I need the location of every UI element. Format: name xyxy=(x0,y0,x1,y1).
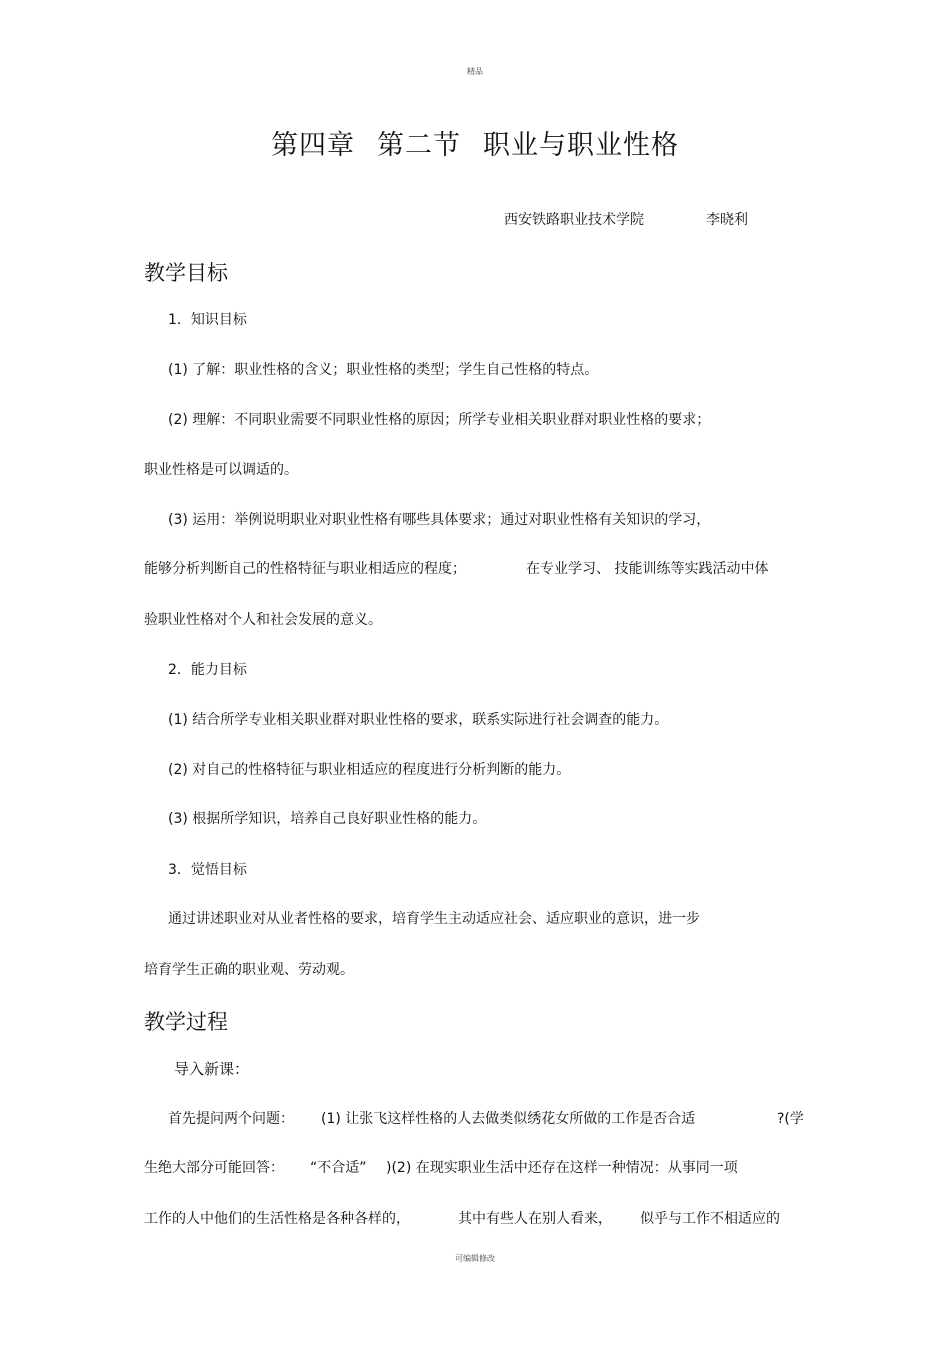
knowledge-item-3-cont-a: 能够分析判断自己的性格特征与职业相适应的程度； xyxy=(144,561,466,577)
process-line-3a: 工作的人中他们的生活性格是各种各样的， xyxy=(144,1211,410,1227)
awareness-paragraph: 通过讲述职业对从业者性格的要求，培育学生主动适应社会、适应职业的意识，进一步 xyxy=(168,911,700,927)
awareness-heading: 3．觉悟目标 xyxy=(168,862,247,878)
ability-item-1: (1) 结合所学专业相关职业群对职业性格的要求，联系实际进行社会调查的能力。 xyxy=(168,712,669,728)
author-name: 李晓利 xyxy=(706,212,748,228)
knowledge-item-1: (1) 了解：职业性格的含义；职业性格的类型；学生自己性格的特点。 xyxy=(168,362,599,378)
title-name: 职业与职业性格 xyxy=(483,130,679,161)
author-institution: 西安铁路职业技术学院 xyxy=(504,212,644,228)
ability-item-2: (2) 对自己的性格特征与职业相适应的程度进行分析判断的能力。 xyxy=(168,762,571,778)
process-line-1a: 首先提问两个问题： xyxy=(168,1111,294,1127)
document-title xyxy=(0,123,950,162)
awareness-paragraph-cont: 培育学生正确的职业观、劳动观。 xyxy=(144,962,354,978)
knowledge-item-3-cont-b: 在专业学习、 技能训练等实践活动中体 xyxy=(526,561,769,577)
ability-heading: 2．能力目标 xyxy=(168,662,247,678)
process-line-1c: ?(学 xyxy=(777,1111,804,1127)
title-chapter: 第四章 xyxy=(271,130,355,161)
process-line-3b: 其中有些人在别人看来， xyxy=(458,1211,612,1227)
page-footer: 可编辑修改 xyxy=(455,1254,495,1263)
ability-item-3: (3) 根据所学知识，培养自己良好职业性格的能力。 xyxy=(168,811,487,827)
process-line-2a: 生绝大部分可能回答： xyxy=(144,1160,284,1176)
knowledge-item-3: (3) 运用：举例说明职业对职业性格有哪些具体要求；通过对职业性格有关知识的学习， xyxy=(168,512,711,528)
process-line-3c: 似乎与工作不相适应的 xyxy=(640,1211,780,1227)
knowledge-item-3-cont-c: 验职业性格对个人和社会发展的意义。 xyxy=(144,612,382,628)
page-header: 精品 xyxy=(467,67,483,76)
goals-heading: 教学目标 xyxy=(144,261,228,285)
knowledge-heading: 1．知识目标 xyxy=(168,312,247,328)
process-line-1b: (1) 让张飞这样性格的人去做类似绣花女所做的工作是否合适 xyxy=(321,1111,696,1127)
knowledge-item-2: (2) 理解：不同职业需要不同职业性格的原因；所学专业相关职业群对职业性格的要求； xyxy=(168,412,711,428)
process-heading: 教学过程 xyxy=(144,1010,228,1034)
intro-heading: 导入新课： xyxy=(174,1060,250,1078)
knowledge-item-2-cont: 职业性格是可以调适的。 xyxy=(144,462,298,478)
process-line-2b: “不合适” xyxy=(310,1160,367,1176)
title-section: 第二节 xyxy=(377,130,461,161)
process-line-2c: )(2) 在现实职业生活中还存在这样一种情况：从事同一项 xyxy=(386,1160,738,1176)
